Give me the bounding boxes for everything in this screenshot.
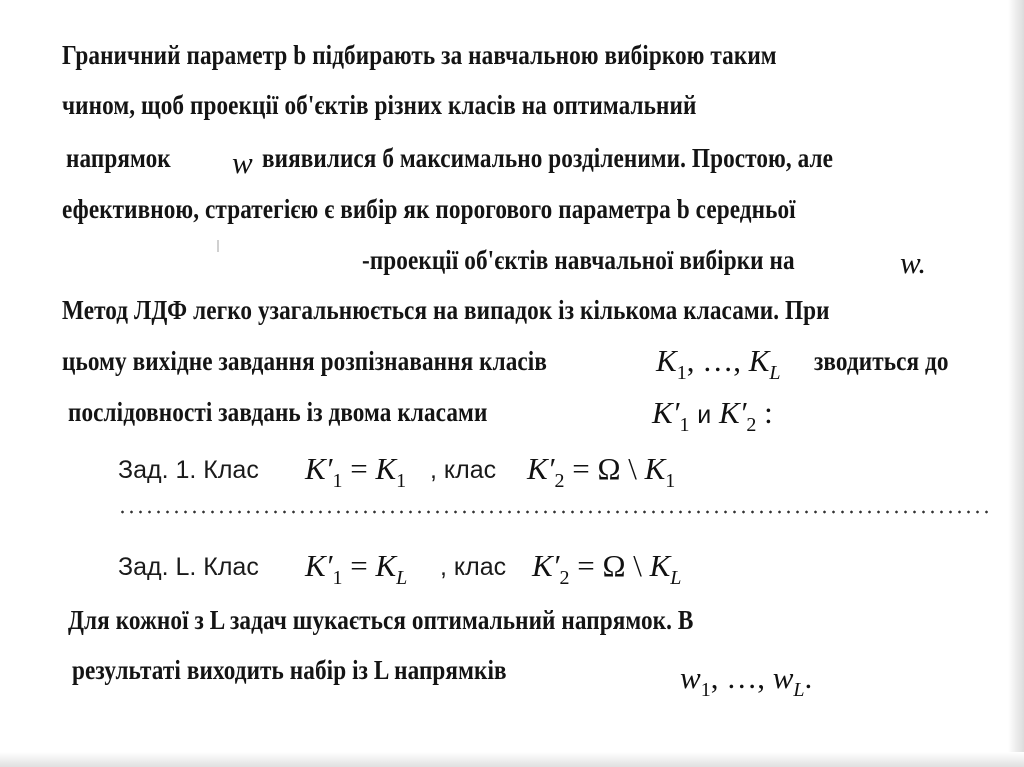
math-w-dot-symbol: w. <box>900 245 927 280</box>
math-taskl-b: $K'_2 = \Omega$ \ $K_L$ <box>532 548 682 589</box>
text-line-12: результаті виходить набір із L напрямків <box>72 655 507 685</box>
text-line-1: Граничний параметр b підбирають за навчальною вибіркою таким <box>62 40 777 70</box>
text-line-3a: напрямок <box>66 143 171 173</box>
text-line-8: послідовності завдань із двома класами <box>68 397 488 427</box>
dotted-separator <box>118 510 993 514</box>
task-l-label: Зад. L. Клас <box>118 553 259 581</box>
math-k1p-k2p: $K'_1$ и $K'_2$ : <box>652 395 773 436</box>
math-and: и <box>697 401 712 429</box>
artifact-tick <box>217 240 219 252</box>
text-line-2: чином, щоб проекції об'єктів різних класів на оптимальний <box>62 90 697 120</box>
math-task1-a: $K'_1 = K_1$ <box>305 451 407 492</box>
text-line-7a: цьому вихідне завдання розпізнавання класів <box>62 346 547 376</box>
slide-bottom-shadow <box>0 752 1024 767</box>
text-line-3b: виявилися б максимально розділеними. Простою, але <box>262 143 834 173</box>
task-l-klas: , клас <box>440 553 507 581</box>
math-taskl-a: $K'_1 = K_L$ <box>305 548 408 589</box>
task-1-label: Зад. 1. Клас <box>118 456 259 484</box>
math-w-dot <box>900 245 926 281</box>
text-line-7b: зводиться до <box>814 346 949 376</box>
slide-edge-shadow <box>1008 0 1024 767</box>
text-line-4: ефективною, стратегією є вибір як порогового параметра b середньої <box>62 194 796 224</box>
task-1-klas: , клас <box>430 456 497 484</box>
math-k1-to-kl: $K_1$, …, $K_L$ <box>656 343 781 384</box>
text-line-5: -проекції об'єктів навчальної вибірки на <box>362 245 795 275</box>
math-w <box>232 145 253 181</box>
text-line-11: Для кожної з L задач шукається оптимальний напрямок. В <box>68 605 694 635</box>
math-w-list: $w_1$, …, $w_L$. <box>680 660 813 701</box>
math-task1-b: $K'_2 = \Omega$ \ $K_1$ <box>527 451 676 492</box>
math-w-symbol: w <box>232 145 253 180</box>
text-line-6: Метод ЛДФ легко узагальнюється на випадок із кількома класами. При <box>62 295 830 325</box>
